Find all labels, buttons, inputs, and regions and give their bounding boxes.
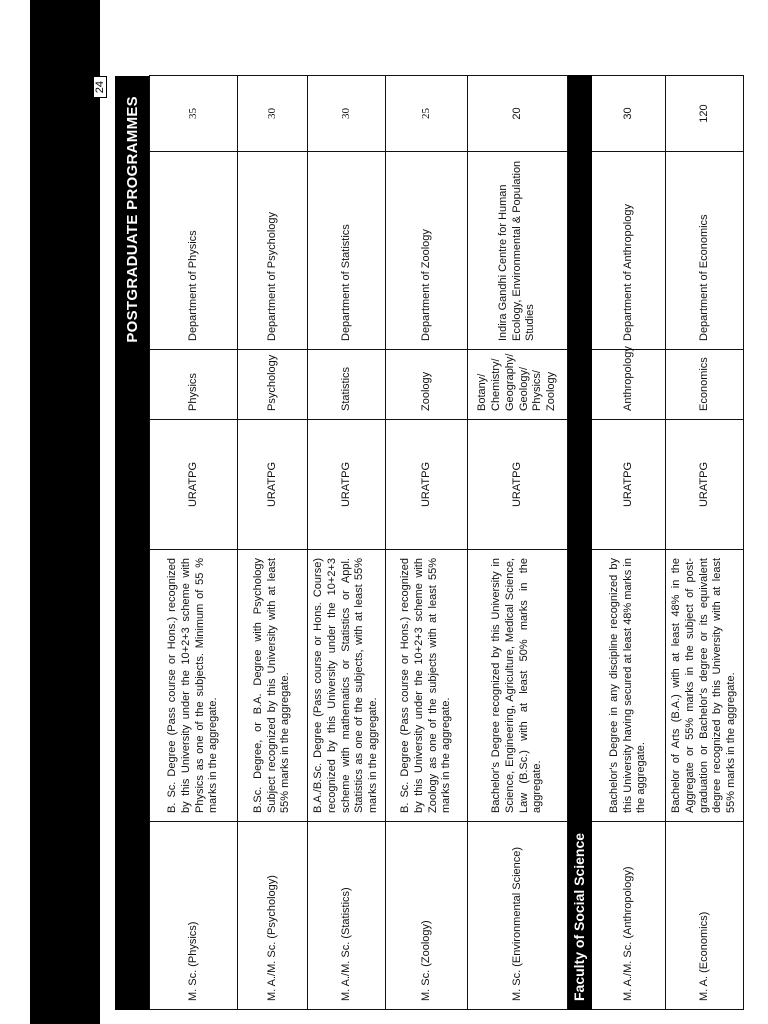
programme-name-cell: M. Sc. (Environmental Science) — [468, 822, 568, 1010]
department-cell: Department of Psychology — [238, 152, 308, 350]
eligibility-cell: B. Sc. Degree (Pass course or Hons.) recognized by this University under the 10+2+3 scheme with Physics as one of the subjects. Minimum of 55 % marks in the aggregate. — [150, 550, 238, 822]
programme-row — [666, 76, 744, 1010]
entrance-test-cell: URATPG — [150, 420, 238, 550]
department-cell: Department of Economics — [666, 152, 744, 350]
programme-name-cell: M. Sc. (Zoology) — [386, 822, 468, 1010]
seats-cell: 30 — [308, 76, 386, 152]
page-number: 24 — [93, 76, 107, 98]
seats-cell: 25 — [386, 76, 468, 152]
seats-cell: 35 — [150, 76, 238, 152]
subject-cell: Zoology — [386, 350, 468, 420]
programme-row — [386, 76, 468, 1010]
programmes-table-body — [150, 76, 744, 1010]
section-title: POSTGRADUATE PROGRAMMES — [123, 96, 141, 343]
programmes-table — [149, 75, 744, 1010]
section-header — [115, 76, 149, 1010]
eligibility-cell: B.Sc. Degree, or B.A. Degree with Psychology Subject recognized by this University with at least 55% marks in the aggregate. — [238, 550, 308, 822]
seats-cell: 30 — [592, 76, 666, 152]
subject-cell: Psychology — [238, 350, 308, 420]
subject-cell: Economics — [666, 350, 744, 420]
programme-row — [468, 76, 568, 1010]
seats-cell: 120 — [666, 76, 744, 152]
entrance-test-cell: URATPG — [238, 420, 308, 550]
subject-cell: Botany/ Chemistry/ Geography/ Geology/ Physics/ Zoology — [468, 350, 568, 420]
document-page — [94, 76, 755, 1010]
entrance-test-cell: URATPG — [308, 420, 386, 550]
eligibility-cell: B.A./B.Sc. Degree (Pass course or Hons. Course) recognized by this University under the 10+2+3 scheme with mathematics or Statistics or Appl. Statistics as one of the subjects, with at least 55% marks in the aggregate. — [308, 550, 386, 822]
faculty-heading-row — [568, 76, 592, 1010]
eligibility-cell: Bachelor's Degree in any discipline recognized by this University having secured at least 48% marks in the aggregate. — [592, 550, 666, 822]
seats-cell: 20 — [468, 76, 568, 152]
eligibility-cell: B. Sc. Degree (Pass course or Hons.) recognized by this University under the 10+2+3 scheme with Zoology as one of the subjects with at least 55% marks in the aggregate. — [386, 550, 468, 822]
programme-row — [308, 76, 386, 1010]
programme-name-cell: M. A. (Economics) — [666, 822, 744, 1010]
programme-name-cell: M. A./M. Sc. (Anthropology) — [592, 822, 666, 1010]
subject-cell: Anthropology — [592, 350, 666, 420]
seats-cell: 30 — [238, 76, 308, 152]
page-margin — [0, 0, 30, 1024]
department-cell: Indira Gandhi Centre for Human Ecology, Environmental & Population Studies — [468, 152, 568, 350]
eligibility-cell: Bachelor of Arts (B.A.) with at least 48% in the Aggregate or 55% marks in the subject of post-graduation or Bachelor's degree or its equivalent degree recognized by this University with at least 55% marks in the aggregate. — [666, 550, 744, 822]
programme-row — [238, 76, 308, 1010]
department-cell: Department of Statistics — [308, 152, 386, 350]
entrance-test-cell: URATPG — [666, 420, 744, 550]
subject-cell: Physics — [150, 350, 238, 420]
faculty-heading: Faculty of Social Science — [568, 76, 592, 1010]
programme-row — [592, 76, 666, 1010]
programme-name-cell: M. Sc. (Physics) — [150, 822, 238, 1010]
binding-band — [30, 0, 100, 1024]
programme-row — [150, 76, 238, 1010]
entrance-test-cell: URATPG — [592, 420, 666, 550]
entrance-test-cell: URATPG — [386, 420, 468, 550]
eligibility-cell: Bachelor's Degree recognized by this University in Science, Engineering, Agriculture, Medical Science, Law (B.Sc.) with at least 50% marks in the aggregate. — [468, 550, 568, 822]
entrance-test-cell: URATPG — [468, 420, 568, 550]
department-cell: Department of Zoology — [386, 152, 468, 350]
department-cell: Department of Anthropology — [592, 152, 666, 350]
programme-name-cell: M. A./M. Sc. (Statistics) — [308, 822, 386, 1010]
subject-cell: Statistics — [308, 350, 386, 420]
department-cell: Department of Physics — [150, 152, 238, 350]
programme-name-cell: M. A./M. Sc. (Psychology) — [238, 822, 308, 1010]
